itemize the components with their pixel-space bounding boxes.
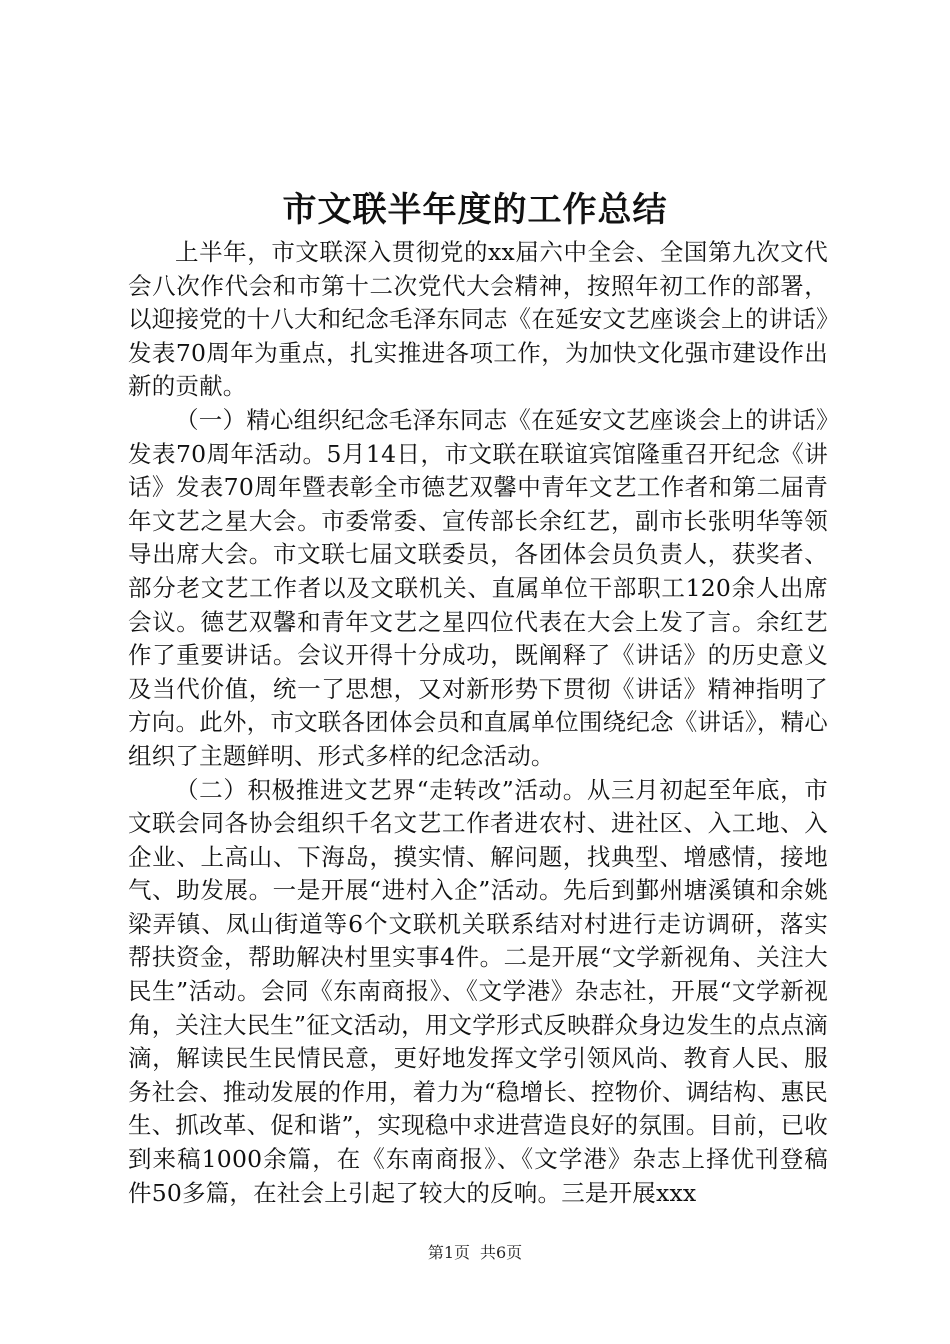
page-number-total: 共6页 (480, 1243, 523, 1262)
paragraph-section-1: （一）精心组织纪念毛泽东同志《在延安文艺座谈会上的讲话》发表70周年活动。5月14日，市文联在联谊宾馆隆重召开纪念《讲话》发表70周年暨表彰全市德艺双馨中青年文艺工作者和第二届青年文艺之星大会。市委常委、宣传部长余红艺，副市长张明华等领导出席大会。市文联七届文联委员，各团体会员负责人，获奖者、部分老文艺工作者以及文联机关、直属单位干部职工120余人出席会议。德艺双馨和青年文艺之星四位代表在大会上发了言。余红艺作了重要讲话。会议开得十分成功，既阐释了《讲话》的历史意义及当代价值，统一了思想，又对新形势下贯彻《讲话》精神指明了方向。此外，市文联各团体会员和直属单位围绕纪念《讲话》，精心组织了主题鲜明、形式多样的纪念活动。 (128, 405, 828, 770)
page-number-current: 第1页 (427, 1243, 470, 1262)
page-footer (0, 1241, 950, 1265)
document-body (128, 236, 828, 1210)
document-title: 市文联半年度的工作总结 (282, 190, 668, 230)
paragraph-section-2: （二）积极推进文艺界“走转改”活动。从三月初起至年底，市文联会同各协会组织千名文艺工作者进农村、进社区、入工地、入企业、上高山、下海岛，摸实情、解问题，找典型、增感情，接地气、助发展。一是开展“进村入企”活动。先后到鄞州塘溪镇和余姚梁弄镇、凤山街道等6个文联机关联系结对村进行走访调研，落实帮扶资金，帮助解决村里实事4件。二是开展“文学新视角、关注大民生”活动。会同《东南商报》、《文学港》杂志社，开展“文学新视角，关注大民生”征文活动，用文学形式反映群众身边发生的点点滴滴，解读民生民情民意，更好地发挥文学引领风尚、教育人民、服务社会、推动发展的作用，着力为“稳增长、控物价、调结构、惠民生、抓改革、促和谐”，实现稳中求进营造良好的氛围。目前，已收到来稿1000余篇，在《东南商报》、《文学港》杂志上择优刊登稿件50多篇，在社会上引起了较大的反响。三是开展xxx (128, 775, 828, 1207)
paragraph-intro: 上半年，市文联深入贯彻党的xx届六中全会、全国第九次文代会八次作代会和市第十二次党代大会精神，按照年初工作的部署，以迎接党的十八大和纪念毛泽东同志《在延安文艺座谈会上的讲话》发表70周年为重点，扎实推进各项工作，为加快文化强市建设作出新的贡献。 (128, 238, 828, 401)
